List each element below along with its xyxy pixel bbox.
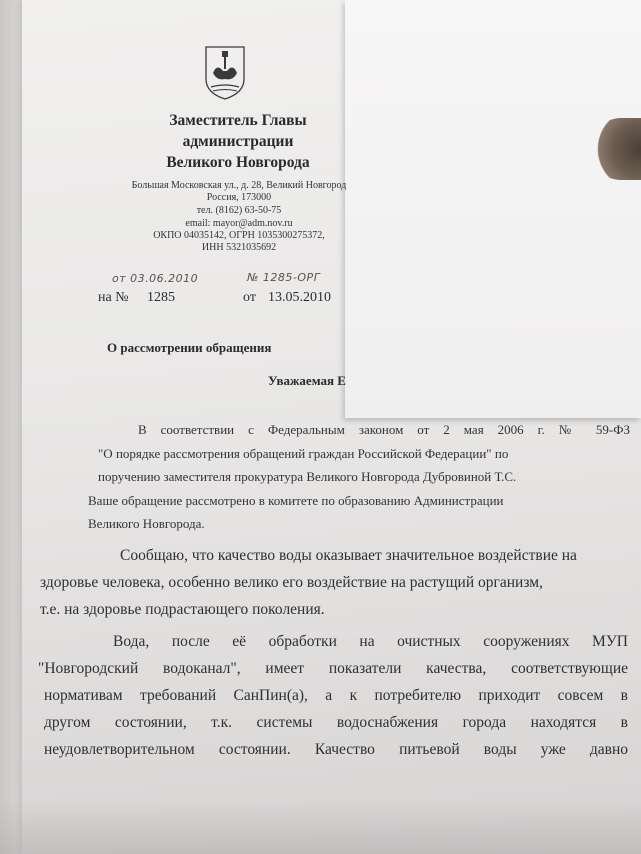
paragraph-water-quality [40,542,625,623]
paragraph-line: Вода, после её обработки на очистных сооружениях МУП [113,633,628,650]
handwritten-number: № 1285-ОРГ [247,271,321,284]
phone-line: тел. (8162) 63-50-75 [196,205,282,216]
email-line: email: mayor@adm.nov.ru [185,218,293,229]
paragraph-line: "Новгородский водоканал", имеет показатели качества, соответствующие [38,660,628,677]
ref-date-value: 13.05.2010 [268,290,331,305]
inn-line: ИНН 5321035692 [201,242,277,253]
paragraph-line: нормативам требований СанПин(а), а к потребителю приходит совсем в [44,687,628,704]
paragraph-line: Ваше обращение рассмотрено в комитете по образованию Администрации [88,492,504,508]
overlapping-blank-sheet [345,0,641,418]
letter-subject: О рассмотрении обращения [107,340,272,355]
paragraph-line: т.е. на здоровье подрастающего поколения. [40,601,325,618]
bottom-shadow [0,800,641,854]
okpo-ogrn-line: ОКПО 04035142, ОГРН 1035300275372, [153,230,325,241]
org-title-line-3: Великого Новгорода [166,154,310,171]
ref-date-label: от [243,290,256,305]
ref-number-value: 1285 [147,290,175,305]
paragraph-legal-basis [88,418,630,536]
address-line-2: Россия, 173000 [206,192,272,203]
page-left-edge [0,0,22,854]
paragraph-water-treatment [38,628,628,763]
paragraph-line: неудовлетворительном состоянии. Качество питьевой воды уже давно [44,741,628,758]
paragraph-line: В соответствии с Федеральным законом от 2 мая 2006 г. № 59-ФЗ [138,422,630,437]
paragraph-line: здоровье человека, особенно велико его воздействие на растущий организм, [40,574,543,591]
paragraph-line: Великого Новгорода. [88,516,205,531]
org-title-line-2: администрации [182,133,294,150]
handwritten-date: от 03.06.2010 [112,272,199,285]
salutation: Уважаемая Е [268,373,346,388]
paragraph-line: другом состоянии, т.к. системы водоснабжения города находятся в [44,714,628,731]
ref-number-label: на № [98,290,129,305]
paragraph-line: поручению заместителя прокуратура Великого Новгорода Дубровиной Т.С. [98,469,517,484]
org-title-line-1: Заместитель Главы [169,112,307,129]
address-line-1: Большая Московская ул., д. 28, Великий Новгород [131,180,347,191]
paragraph-line: Сообщаю, что качество воды оказывает значительное воздействие на [120,547,577,564]
paragraph-line: "О порядке рассмотрения обращений граждан Российской Федерации" по [98,445,509,461]
coat-of-arms-icon [203,43,247,101]
